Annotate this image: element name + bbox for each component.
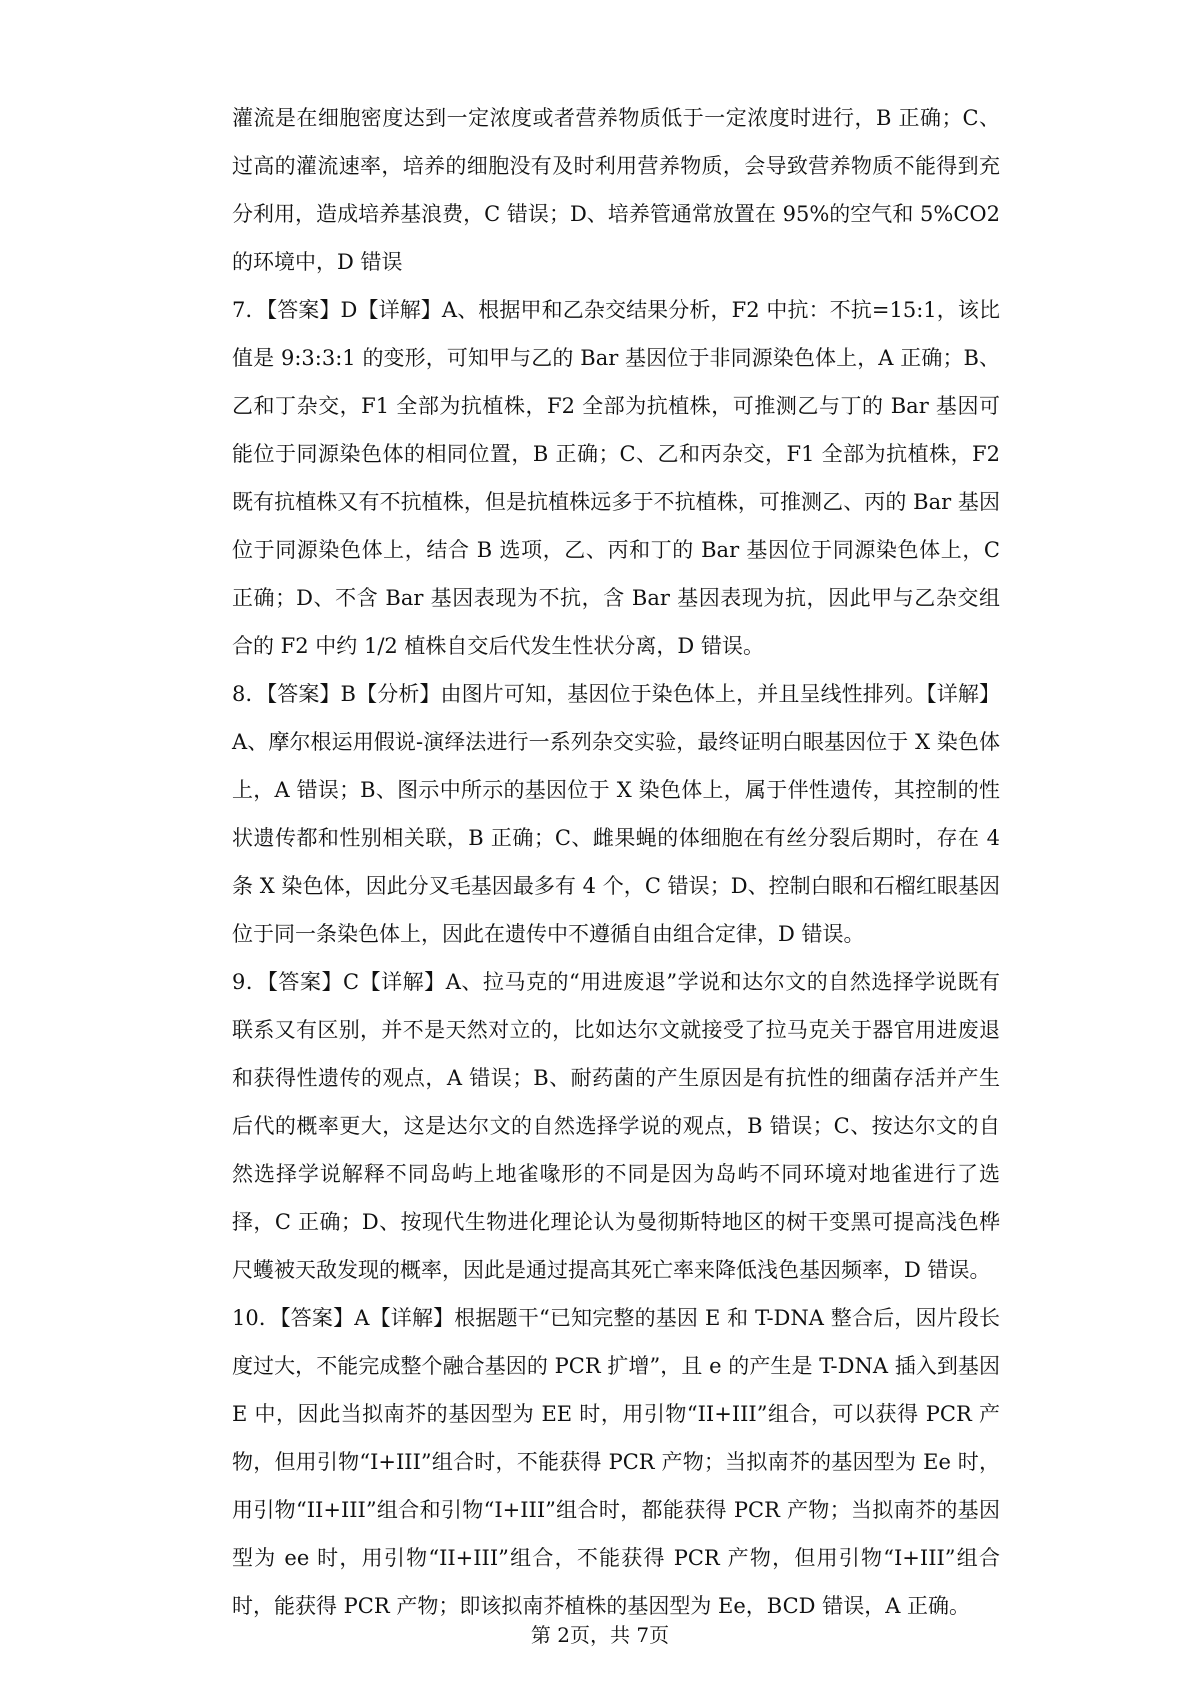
paragraph-continuation: 灌流是在细胞密度达到一定浓度或者营养物质低于一定浓度时进行，B 正确；C、过高的灌流速率，培养的细胞没有及时利用营养物质，会导致营养物质不能得到充分利用，造成培养基浪费，C 错误；D、培养管通常放置在 95%的空气和 5%CO2 的环境中，D 错误 — [232, 106, 1000, 274]
answer-item-8: 8．【答案】B【分析】由图片可知，基因位于染色体上，并且呈线性排列。【详解】A、摩尔根运用假说-演绎法进行一系列杂交实验，最终证明白眼基因位于 X 染色体上，A 错误；B、图示中所示的基因位于 X 染色体上，属于伴性遗传，其控制的性状遗传都和性别相关联，B 正确；C、雌果蝇的体细胞在有丝分裂后期时，存在 4 条 X 染色体，因此分叉毛基因最多有 4 个，C 错误；D、控制白眼和石榴红眼基因位于同一条染色体上，因此在遗传中不遵循自由组合定律，D 错误。 — [232, 682, 1000, 946]
answer-item-9: 9．【答案】C【详解】A、拉马克的“用进废退”学说和达尔文的自然选择学说既有联系又有区别，并不是天然对立的，比如达尔文就接受了拉马克关于器官用进废退和获得性遗传的观点，A 错误；B、耐药菌的产生原因是有抗性的细菌存活并产生后代的概率更大，这是达尔文的自然选择学说的观点，B 错误；C、按达尔文的自然选择学说解释不同岛屿上地雀喙形的不同是因为岛屿不同环境对地雀进行了选择，C 正确；D、按现代生物进化理论认为曼彻斯特地区的树干变黑可提高浅色桦尺蠖被天敌发现的概率，因此是通过提高其死亡率来降低浅色基因频率，D 错误。 — [232, 970, 1000, 1282]
answer-item-7: 7．【答案】D【详解】A、根据甲和乙杂交结果分析，F2 中抗：不抗=15:1，该比值是 9:3:3:1 的变形，可知甲与乙的 Bar 基因位于非同源染色体上，A 正确；B、乙和丁杂交，F1 全部为抗植株，F2 全部为抗植株，可推测乙与丁的 Bar 基因可能位于同源染色体的相同位置，B 正确；C、乙和丙杂交，F1 全部为抗植株，F2 既有抗植株又有不抗植株，但是抗植株远多于不抗植株，可推测乙、丙的 Bar 基因位于同源染色体上，结合 B 选项，乙、丙和丁的 Bar 基因位于同源染色体上，C 正确；D、不含 Bar 基因表现为不抗，含 Bar 基因表现为抗，因此甲与乙杂交组合的 F2 中约 1/2 植株自交后代发生性状分离，D 错误。 — [232, 298, 1000, 658]
answer-item-10: 10．【答案】A【详解】根据题干“已知完整的基因 E 和 T-DNA 整合后，因片段长度过大，不能完成整个融合基因的 PCR 扩增”，且 e 的产生是 T-DNA 插入到基因 E 中，因此当拟南芥的基因型为 EE 时，用引物“II+III”组合，可以获得 PCR 产物，但用引物“I+III”组合时，不能获得 PCR 产物；当拟南芥的基因型为 Ee 时，用引物“II+III”组合和引物“I+III”组合时，都能获得 PCR 产物；当拟南芥的基因型为 ee 时，用引物“II+III”组合，不能获得 PCR 产物，但用引物“I+III”组合时，能获得 PCR 产物；即该拟南芥植株的基因型为 Ee，BCD 错误，A 正确。 — [232, 1306, 1000, 1618]
document-body — [232, 94, 1000, 1630]
page-footer: 第 2页，共 7页 — [530, 1623, 670, 1647]
